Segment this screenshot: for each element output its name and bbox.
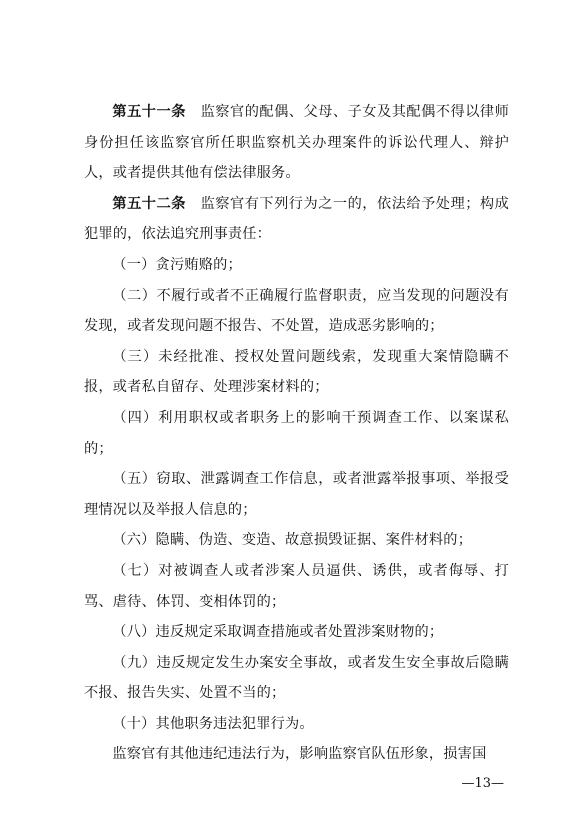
article-52 bbox=[84, 189, 509, 250]
article-52-item-7: （七）对被调查人或者涉案人员逼供、诱供，或者侮辱、打骂、虐待、体罚、变相体罚的； bbox=[84, 562, 509, 610]
document-body bbox=[84, 97, 509, 770]
page-number: —13— bbox=[461, 776, 504, 791]
article-51 bbox=[84, 97, 509, 189]
article-52-item-6: （六）隐瞒、伪造、变造、故意损毁证据、案件材料的； bbox=[112, 532, 473, 549]
article-52-item-5: （五）窃取、泄露调查工作信息，或者泄露举报事项、举报受理情况以及举报人信息的； bbox=[84, 471, 509, 518]
article-52-item-8: （八）违反规定采取调查措施或者处置涉案财物的； bbox=[112, 624, 444, 641]
article-52-item-3: （三）未经批准、授权处置问题线索，发现重大案情隐瞒不报，或者私自留存、处理涉案材料的； bbox=[84, 348, 509, 396]
article-51-text: 监察官的配偶、父母、子女及其配偶不得以律师身份担任该监察官所任职监察机关办理案件的诉讼代理人、辩护人，或者提供其他有偿法律服务。 bbox=[84, 104, 509, 182]
article-51-title: 第五十一条 bbox=[112, 104, 186, 120]
article-52-item-9: （九）违反规定发生办案安全事故，或者发生安全事故后隐瞒不报、报告失实、处置不当的； bbox=[84, 654, 509, 702]
article-52-title: 第五十二条 bbox=[112, 195, 186, 212]
article-52-item-1: （一）贪污贿赂的； bbox=[112, 256, 242, 273]
article-52-item-4: （四）利用职权或者职务上的影响干预调查工作、以案谋私的； bbox=[84, 409, 509, 457]
closing-paragraph: 监察官有其他违纪违法行为，影响监察官队伍形象，损害国 bbox=[112, 746, 487, 763]
article-52-item-10: （十）其他职务违法犯罪行为。 bbox=[112, 715, 314, 732]
article-52-text: 监察官有下列行为之一的，依法给予处理；构成犯罪的，依法追究刑事责任： bbox=[84, 195, 509, 243]
article-52-item-2: （二）不履行或者不正确履行监督职责，应当发现的问题没有发现，或者发现问题不报告、不处置，造成恶劣影响的； bbox=[84, 287, 509, 335]
